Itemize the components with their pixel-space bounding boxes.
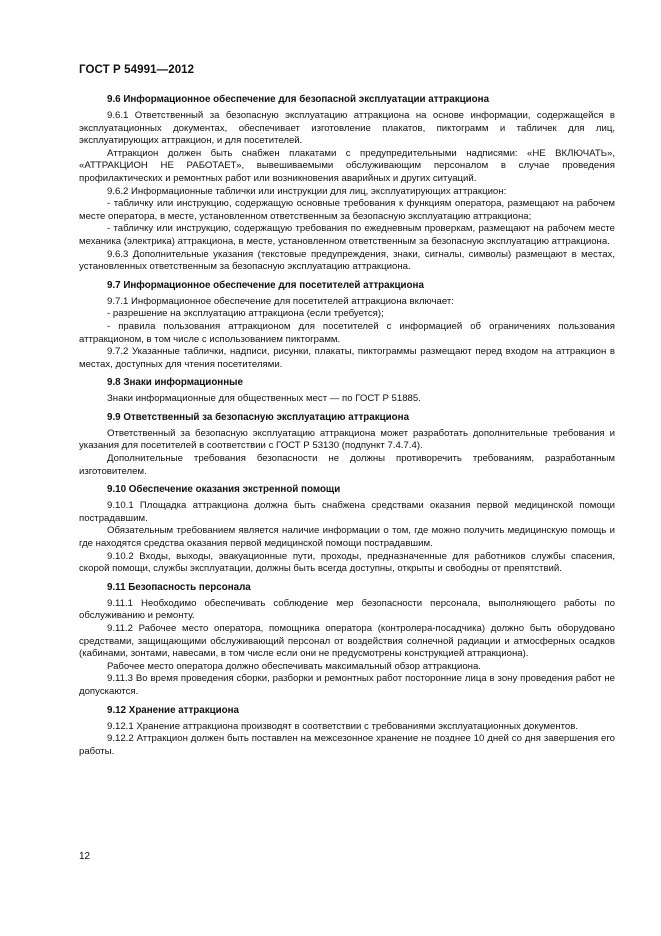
paragraph: 9.12.1 Хранение аттракциона производят в соответствии с требованиями эксплуатационных документов. [107,720,579,732]
paragraph: 9.11.1 Необходимо обеспечивать соблюдение мер безопасности персонала, выполняющего работы по обслуживанию и ремонту. [79,597,615,622]
paragraph: 9.11.2 Рабочее место оператора, помощника оператора (контролера-посадчика) должно быть оборудовано средствами, защищающими обслуживающий персонал от воздействия солнечной радиации и атмосферных осадков (кабинами, зонтами, навесами, в том числе если они не предусмотрены конструкцией аттракциона). [79,623,615,660]
list-item: - правила пользования аттракционом для посетителей с информацией об ограничениях пользования аттракционом, в том числе с использованием пиктограмм. [79,320,615,345]
paragraph: Дополнительные требования безопасности не должны противоречить требованиям, разработанным изготовителем. [79,453,615,477]
section-9-9-title: 9.9 Ответственный за безопасную эксплуатацию аттракциона [107,411,410,423]
paragraph: 9.6.2 Информационные таблички или инструкции для лиц, эксплуатирующих аттракцион: [107,185,507,197]
paragraph: Ответственный за безопасную эксплуатацию аттракциона может разработать дополнительные требования и указания для посетителей в соответствии с ГОСТ Р 53130 (подпункт 7.4.7.4). [79,427,615,452]
page-number: 12 [79,851,91,862]
list-item: - разрешение на эксплуатацию аттракциона (если требуется); [107,308,384,320]
paragraph: Обязательным требованием является наличие информации о том, где можно получить медицинскую помощь и где находятся средства оказания первой медицинской помощи пострадавшим. [79,525,615,550]
section-9-8-title: 9.8 Знаки информационные [107,377,243,389]
list-item: - табличку или инструкцию, содержащую основные требования к функциям оператора, размещают на рабочем месте оператора, в месте, установленном ответственным за безопасную эксплуатацию аттракциона; [79,198,615,222]
list-item: - табличку или инструкцию, содержащую требования по ежедневным проверкам, размещают на рабочем месте механика (электрика) аттракциона, в месте, установленном ответственным за безопасную эксплуатацию аттракциона. [79,223,615,247]
section-9-10-title: 9.10 Обеспечение оказания экстренной помощи [107,484,341,496]
section-9-12-title: 9.12 Хранение аттракциона [107,704,240,716]
section-9-7-title: 9.7 Информационное обеспечение для посетителей аттракциона [107,279,424,291]
paragraph: 9.6.1 Ответственный за безопасную эксплуатацию аттракциона на основе информации, содержащейся в эксплуатационных документах, обеспечивает изготовление плакатов, пиктограмм и табличек для лиц, эксплуатирующих аттракцион, и для посетителей. [79,110,615,147]
section-9-6-title: 9.6 Информационное обеспечение для безопасной эксплуатации аттракциона [107,94,490,105]
paragraph: 9.10.2 Входы, выходы, эвакуационные пути, проходы, предназначенные для работников службы спасения, скорой помощи, службы эксплуатации, должны быть всегда доступны, открыты и свободны от препятствий. [79,550,615,575]
document-header: ГОСТ Р 54991—2012 [79,64,195,76]
paragraph: Аттракцион должен быть снабжен плакатами с предупредительными надписями: «НЕ ВКЛЮЧАТЬ», «АТТРАКЦИОН НЕ РАБОТАЕТ», вывешиваемыми обслуживающим персоналом в случае проведения профилактических и ремонтных работ или возникновения аварийных и других ситуаций. [79,147,615,184]
paragraph: Рабочее место оператора должно обеспечивать максимальный обзор аттракциона. [107,660,481,672]
document-body [79,93,615,758]
paragraph: Знаки информационные для общественных мест — по ГОСТ Р 51885. [107,393,421,405]
paragraph: 9.11.3 Во время проведения сборки, разборки и ремонтных работ посторонние лица в зону проведения работ не допускаются. [79,673,615,697]
paragraph: 9.6.3 Дополнительные указания (текстовые предупреждения, знаки, сигналы, символы) размещают в местах, установленных ответственным за безопасную эксплуатацию аттракциона. [79,248,615,273]
paragraph: 9.12.2 Аттракцион должен быть поставлен на межсезонное хранение не позднее 10 дней со дня завершения его работы. [79,733,615,757]
section-9-11-title: 9.11 Безопасность персонала [107,581,251,593]
paragraph: 9.7.2 Указанные таблички, надписи, рисунки, плакаты, пиктограммы размещают перед входом на аттракцион в местах, доступных для чтения посетителями. [79,346,615,370]
paragraph: 9.7.1 Информационное обеспечение для посетителей аттракциона включает: [107,295,454,307]
paragraph: 9.10.1 Площадка аттракциона должна быть снабжена средствами оказания первой медицинской помощи пострадавшим. [79,500,615,524]
